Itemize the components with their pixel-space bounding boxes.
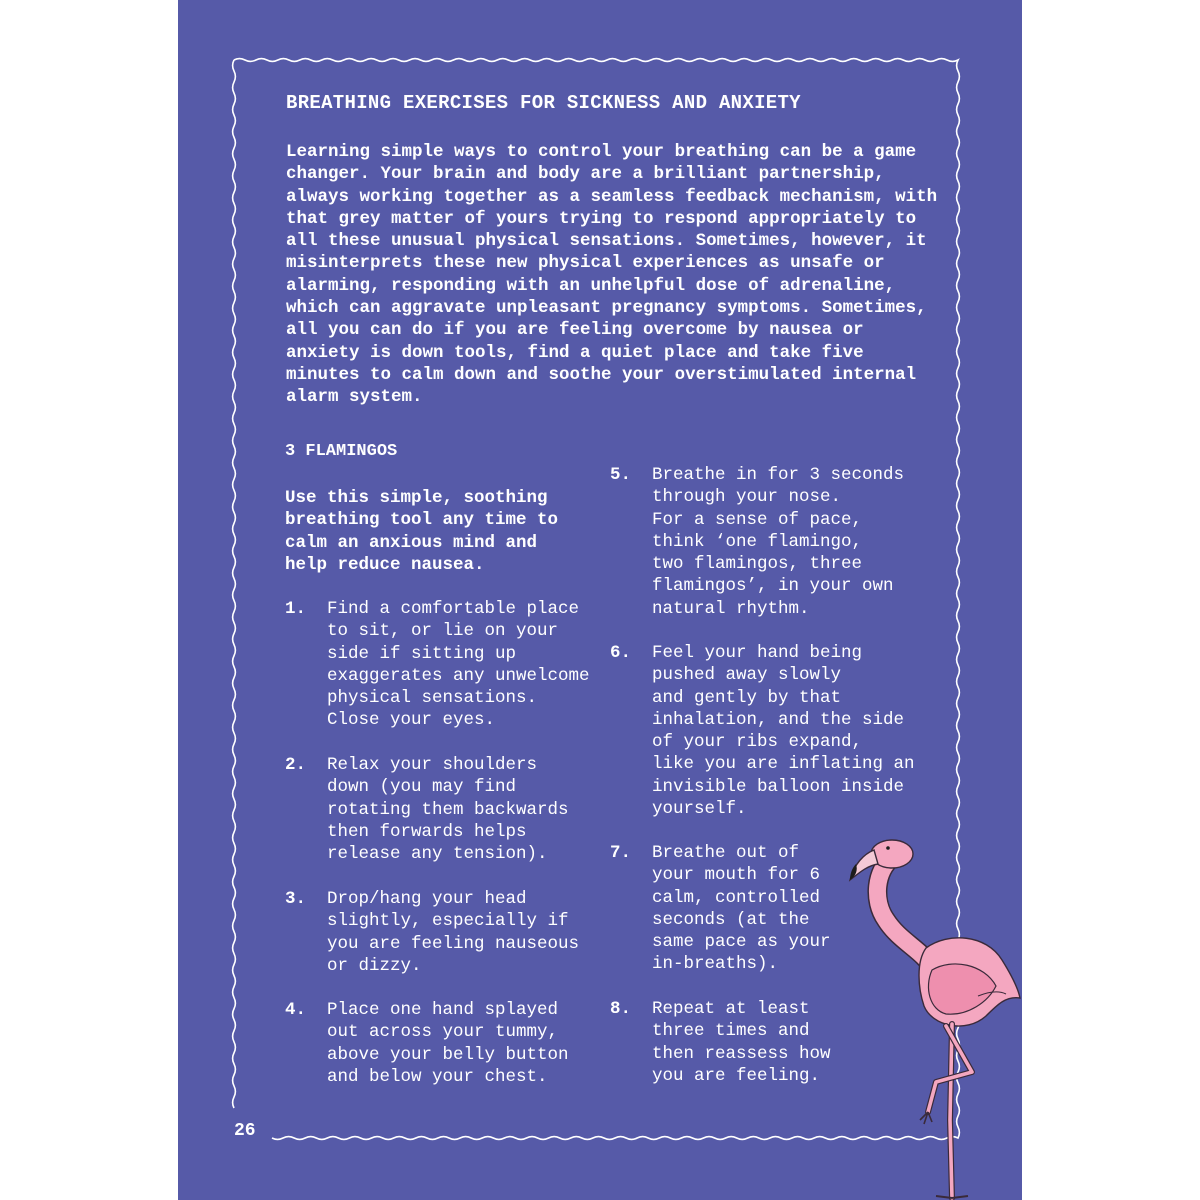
step-number: 1. (285, 599, 307, 619)
intro-paragraph: Learning simple ways to control your breathing can be a game changer. Your brain and body are a brilliant partnership, always working together as a seamless feedback mechanism, with that grey matter of yours trying to respond appropriately to all these unusual physical sensations. Sometimes, however, it misinterprets these new physical experiences as unsafe or alarming, responding with an unhelpful dose of adrenaline, which can aggravate unpleasant pregnancy symptoms. Sometimes, all you can do if you are feeling overcome by nausea or anxiety is down tools, find a quiet place and take five minutes to calm down and soothe your overstimulated internal alarm system. (286, 142, 938, 408)
step-text: Feel your hand being pushed away slowly and gently by that inhalation, and the side of your ribs expand, like you are inflating an invisible balloon inside yourself. (652, 643, 915, 820)
step-number: 2. (285, 755, 307, 775)
section-lead: Use this simple, soothing breathing tool any time to calm an anxious mind and help reduce nausea. (285, 488, 559, 575)
flamingo-icon (828, 820, 1022, 1200)
step-number: 4. (285, 1000, 307, 1020)
step-text: Find a comfortable place to sit, or lie on your side if sitting up exaggerates any unwelcome physical sensations. Close your eyes. (327, 599, 590, 731)
page-title: BREATHING EXERCISES FOR SICKNESS AND ANXIETY (286, 92, 801, 114)
page-number: 26 (234, 1121, 256, 1141)
step-text: Breathe in for 3 seconds through your nose. For a sense of pace, think ‘one flamingo, two flamingos, three flamingos’, in your own natural rhythm. (652, 465, 905, 619)
step-text: Repeat at least three times and then reassess how you are feeling. (652, 999, 831, 1086)
section-heading: 3 FLAMINGOS (285, 442, 398, 461)
step-number: 7. (610, 843, 632, 863)
step-number: 3. (285, 889, 307, 909)
step-text: Place one hand splayed out across your tummy, above your belly button and below your chest. (327, 1000, 569, 1087)
step-text: Breathe out of your mouth for 6 calm, controlled seconds (at the same pace as your in-breaths). (652, 843, 831, 975)
step-text: Relax your shoulders down (you may find rotating them backwards then forwards helps release any tension). (327, 755, 569, 865)
step-number: 5. (610, 465, 632, 485)
step-number: 6. (610, 643, 632, 663)
step-number: 8. (610, 999, 632, 1019)
book-page (178, 0, 1022, 1200)
step-text: Drop/hang your head slightly, especially if you are feeling nauseous or dizzy. (327, 889, 580, 976)
